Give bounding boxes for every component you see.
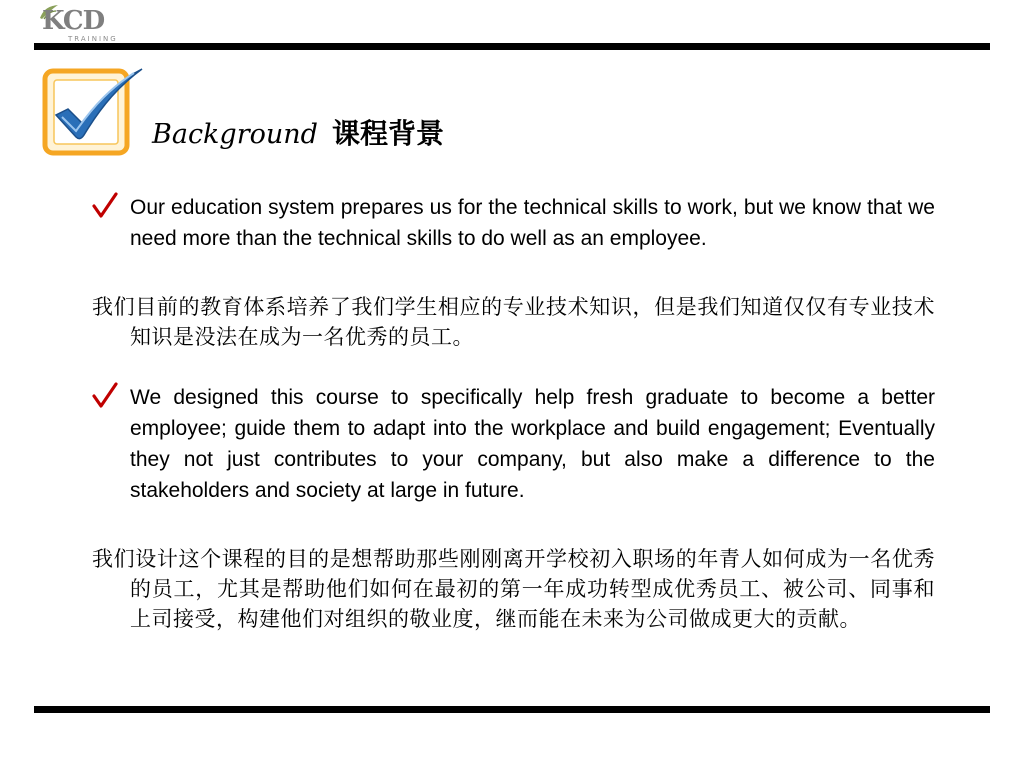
checkmark-icon xyxy=(92,192,118,220)
kcd-training-logo xyxy=(38,4,118,44)
bullet-text: Our education system prepares us for the technical skills to work, but we know that we need more than the technical skills to do well as an employee. xyxy=(130,196,935,250)
bottom-divider xyxy=(34,706,990,713)
bullet-item xyxy=(92,192,935,254)
bullet-text: We designed this course to specifically help fresh graduate to become a better employee; guide them to adapt into the workplace and build engagement; Eventually they not just contributes to your company, but also make a difference to the stakeholders and society at large in future. xyxy=(130,386,935,502)
logo-subtitle: TRAINING xyxy=(68,35,118,43)
logo-wordmark: KCD xyxy=(42,6,105,36)
page-title-zh: 课程背景 xyxy=(331,117,444,150)
checkmark-icon xyxy=(92,382,118,410)
bullet-translation: 我们目前的教育体系培养了我们学生相应的专业技术知识，但是我们知道仅仅有专业技术知识是没法在成为一名优秀的员工。 xyxy=(92,295,935,349)
checkbox-check-icon xyxy=(42,65,146,160)
top-divider xyxy=(34,43,990,50)
page-title-en: Background xyxy=(152,119,318,150)
bullet-translation: 我们设计这个课程的目的是想帮助那些刚刚离开学校初入职场的年青人如何成为一名优秀的员工，尤其是帮助他们如何在最初的第一年成功转型成优秀员工、被公司、同事和上司接受，构建他们对组织的敬业度，继而能在未来为公司做成更大的贡献。 xyxy=(92,547,935,631)
page-title xyxy=(152,112,444,156)
bullet-item xyxy=(92,382,935,506)
